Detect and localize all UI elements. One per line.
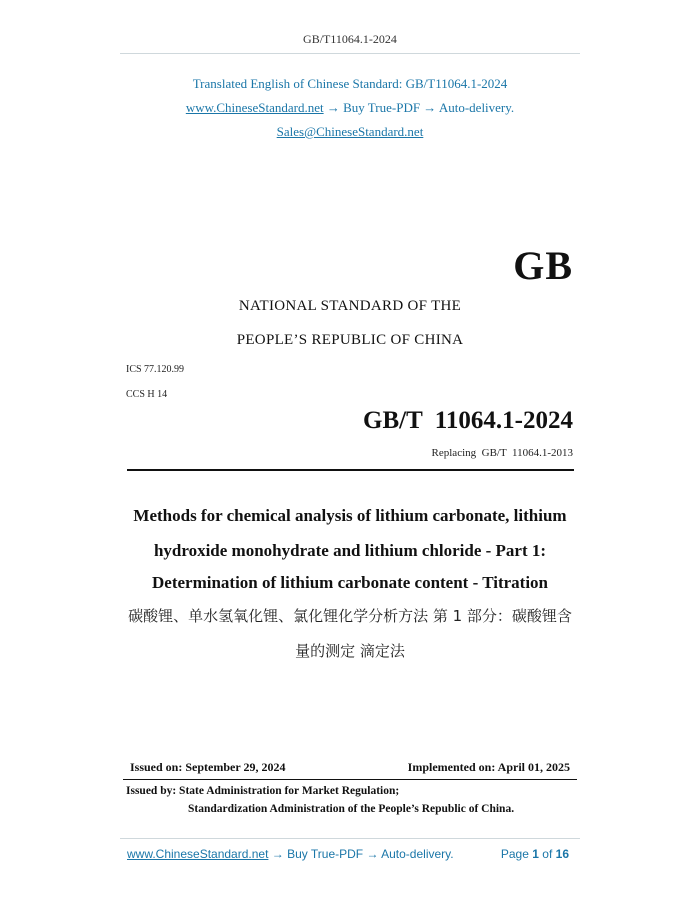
standard-code: GB/T 11064.1-2024 (363, 407, 573, 434)
title-en-line-1: Methods for chemical analysis of lithium carbonate, lithium (133, 506, 567, 525)
ics-code: ICS 77.120.99 (126, 364, 185, 375)
title-divider (127, 469, 574, 471)
title-en-line-3: Determination of lithium carbonate content - Titration (152, 573, 548, 592)
issued-by-line-1: Issued by: State Administration for Market Regulation; (126, 785, 400, 797)
email-link[interactable]: Sales@ChineseStandard.net (276, 124, 424, 139)
national-standard-line-1: NATIONAL STANDARD OF THE (238, 298, 462, 314)
site-link[interactable]: www.ChineseStandard.net (185, 100, 324, 115)
national-standard-line-2: PEOPLE’S REPUBLIC OF CHINA (236, 332, 464, 348)
page-of: of (542, 847, 553, 861)
implemented-on: Implemented on: April 01, 2025 (407, 760, 570, 774)
running-header-code: GB/T11064.1-2024 (303, 32, 397, 46)
header-divider (120, 53, 580, 54)
issued-on: Issued on: September 29, 2024 (130, 760, 286, 774)
gb-logo: GB (513, 243, 573, 288)
buy-text: → Buy True-PDF → Auto-delivery. (326, 100, 515, 115)
title-cn-line-2: 量的测定 滴定法 (295, 642, 405, 660)
page-current: 1 (532, 847, 539, 861)
buy-line (0, 100, 700, 116)
footer-divider (120, 838, 580, 839)
title-cn-line-1: 碳酸锂、单水氢氧化锂、氯化锂化学分析方法 第 1 部分：碳酸锂含 (128, 607, 572, 625)
email-line (0, 124, 700, 140)
page-total: 16 (555, 847, 569, 861)
page-indicator (501, 847, 569, 861)
issue-divider (123, 779, 577, 780)
replacing-note: Replacing GB/T 11064.1-2013 (431, 447, 573, 459)
issued-by-line-2: Standardization Administration of the People’s Republic of China. (188, 803, 515, 815)
page-label: Page (500, 847, 529, 861)
translated-notice: Translated English of Chinese Standard: GB/T11064.1-2024 (192, 76, 508, 91)
footer-site-link[interactable]: www.ChineseStandard.net (127, 847, 269, 861)
footer-buy-text: → Buy True-PDF → Auto-delivery. (271, 847, 454, 861)
title-en-line-2: hydroxide monohydrate and lithium chloride - Part 1: (153, 541, 547, 560)
footer-buy-line (127, 847, 454, 861)
ccs-code: CCS H 14 (126, 389, 168, 400)
